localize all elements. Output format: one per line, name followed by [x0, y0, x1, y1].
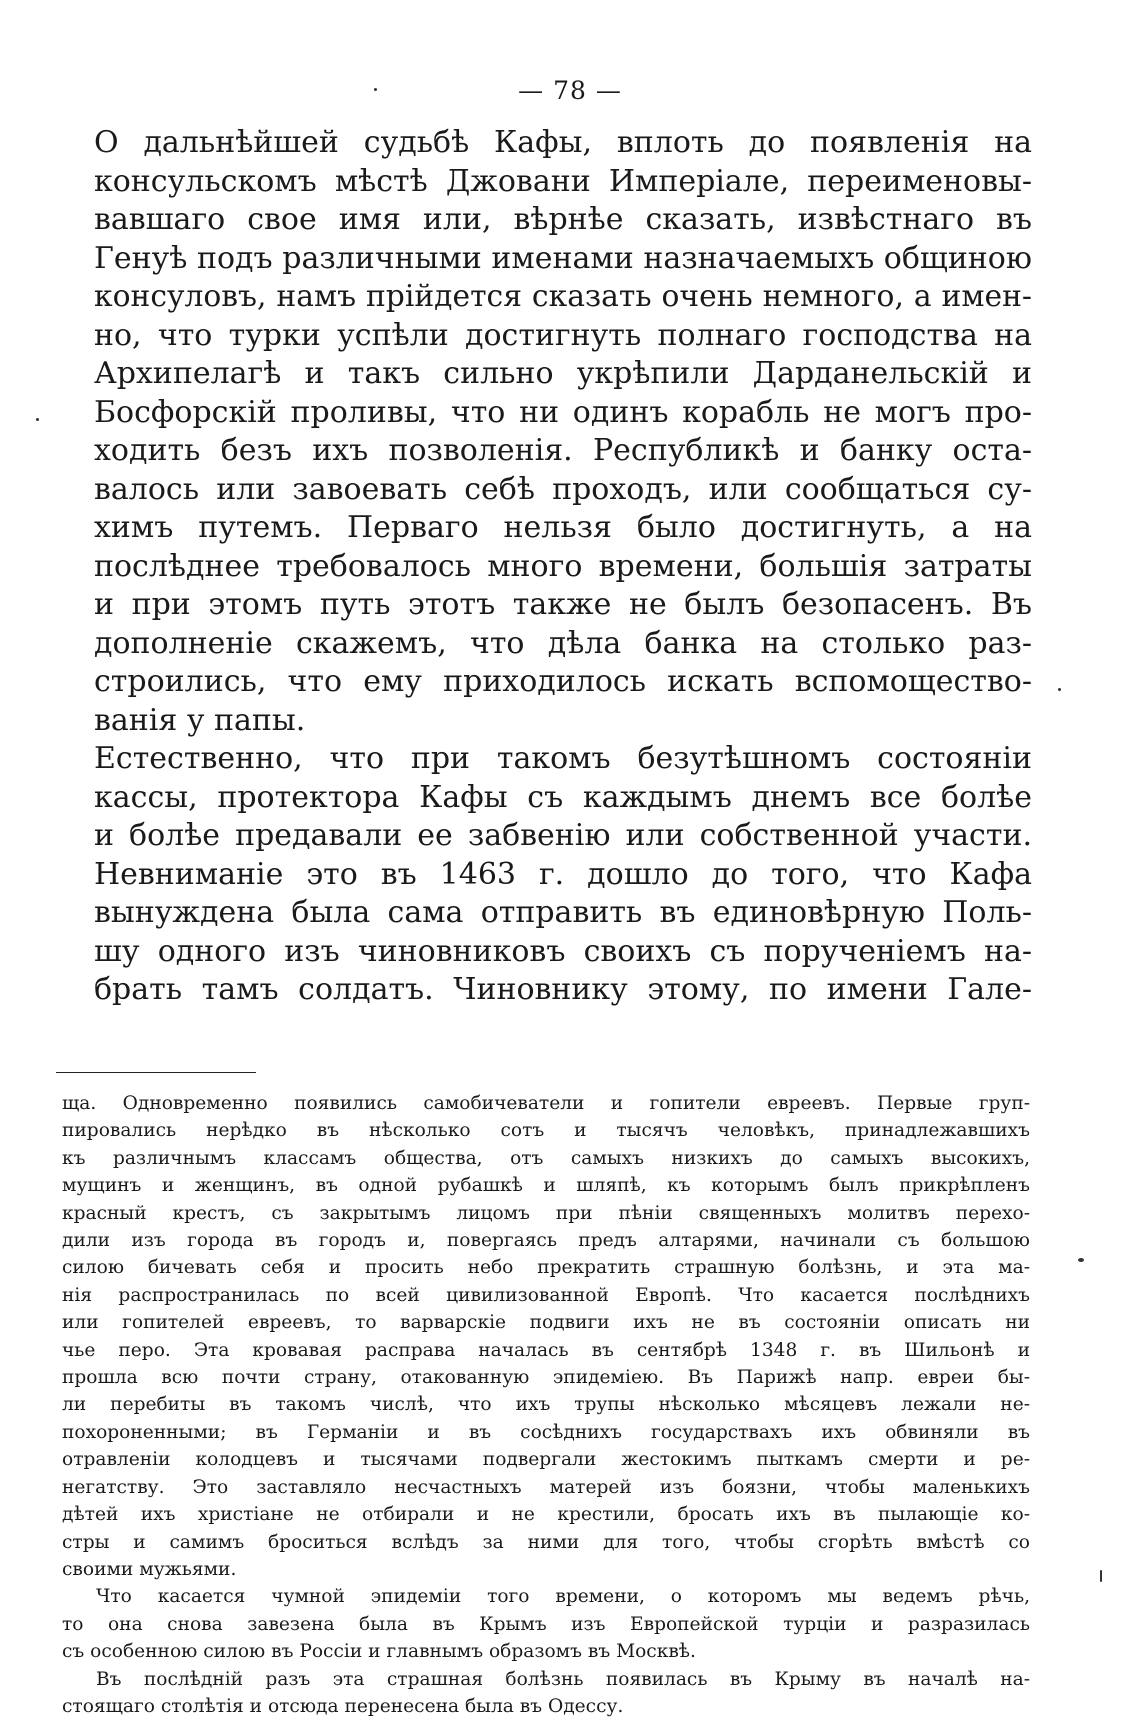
- text-line: и при этомъ путь этотъ также не былъ безопасенъ. Въ: [94, 587, 1032, 622]
- scan-speck: [374, 88, 377, 91]
- footnote-line: стры и самимъ броситься вслѣдъ за ними для того, чтобы сгорѣть вмѣстѣ со: [62, 1531, 1030, 1553]
- footnote-line: похороненными; въ Германіи и въ сосѣднихъ государствахъ ихъ обвиняли въ: [62, 1421, 1030, 1443]
- footnote-line: дѣтей ихъ христіане не отбирали и не крестили, бросать ихъ въ пылающіе ко-: [62, 1504, 1030, 1526]
- footnote-line: силою бичевать себя и просить небо прекратить страшную болѣзнь, и эта ма-: [62, 1257, 1030, 1279]
- footnote-line: стоящаго столѣтія и отсюда перенесена была въ Одессу.: [62, 1695, 624, 1717]
- footnote-line: дили изъ города въ городъ и, повергаясь предъ алтарями, начинали съ большою: [62, 1230, 1030, 1252]
- text-line: Генуѣ подъ различными именами назначаемыхъ общиною: [94, 240, 1032, 276]
- footnote-line: ли перебиты въ такомъ числѣ, что ихъ трупы нѣсколько мѣсяцевъ лежали не-: [62, 1394, 1030, 1416]
- text-line: вавшаго свое имя или, вѣрнѣе сказать, извѣстнаго въ: [94, 202, 1032, 237]
- footnote-line: красный крестъ, съ закрытымъ лицомъ при пѣніи священныхъ молитвъ перехо-: [62, 1202, 1030, 1224]
- footnote: [62, 1583, 1030, 1665]
- text-line: Босфорскій проливы, что ни одинъ корабль не могъ про-: [94, 394, 1032, 430]
- footnote-line: съ особенною силою въ Россіи и главнымъ образомъ въ Москвѣ.: [62, 1641, 696, 1663]
- footnote-line: негатству. Это заставляло несчастныхъ матерей изъ боязни, чтобы маленькихъ: [62, 1476, 1030, 1498]
- text-line: ванія у папы.: [94, 702, 306, 738]
- footnote-line: Въ послѣдній разъ эта страшная болѣзнь появилась въ Крыму въ началѣ на-: [96, 1668, 1030, 1690]
- scan-speck: [1100, 1570, 1102, 1582]
- footnote-line: или гопителей евреевъ, то варварскіе подвиги ихъ не въ состояніи описать ни: [62, 1312, 1030, 1334]
- footnote-line: своими мужьями.: [62, 1558, 237, 1580]
- footnote-line: прошла всю почти страну, отакованную эпидеміею. Въ Парижѣ напр. евреи бы-: [62, 1367, 1030, 1389]
- text-line: брать тамъ солдатъ. Чиновнику этому, по имени Гале-: [94, 972, 1032, 1007]
- footnote-line: Что касается чумной эпидеміи того времени, о которомъ мы ведемъ рѣчь,: [96, 1586, 1030, 1608]
- footnotes: [62, 1090, 1030, 1720]
- text-line: химъ путемъ. Перваго нельзя было достигнуть, а на: [94, 510, 1032, 545]
- text-line: но, что турки успѣли достигнуть полнаго господства на: [94, 317, 1032, 353]
- footnote-line: пировались нерѣдко въ нѣсколько сотъ и тысячъ человѣкъ, принадлежавшихъ: [62, 1120, 1030, 1142]
- footnote-separator: [56, 1072, 256, 1073]
- text-line: ходить безъ ихъ позволенія. Республикѣ и банку оста-: [94, 433, 1032, 468]
- footnote-line: нія распространилась по всей цивилизованной Европѣ. Что касается послѣднихъ: [62, 1284, 1030, 1306]
- text-line: шу одного изъ чиновниковъ своихъ съ порученіемъ на-: [94, 933, 1032, 969]
- text-line: О дальнѣйшей судьбѣ Кафы, вплоть до появленія на: [94, 125, 1032, 160]
- text-line: послѣднее требовалось много времени, большія затраты: [94, 548, 1032, 584]
- footnote-line: то она снова завезена была въ Крымъ изъ Европейской турціи и разразилась: [62, 1613, 1030, 1635]
- text-line: Естественно, что при такомъ безутѣшномъ состояніи: [94, 741, 1032, 776]
- text-line: дополненіе скажемъ, что дѣла банка на столько раз-: [94, 625, 1032, 661]
- footnote: [62, 1090, 1030, 1583]
- text-line: и болѣе предавали ее забвенію или собственной участи.: [94, 818, 1032, 853]
- text-line: Архипелагѣ и такъ сильно укрѣпили Дарданельскій и: [94, 356, 1032, 391]
- text-line: консуловъ, намъ прійдется сказать очень немного, а имен-: [94, 279, 1032, 314]
- text-line: консульскомъ мѣстѣ Джовани Имперіале, переименовы-: [94, 163, 1032, 199]
- scan-speck: [1078, 1258, 1084, 1262]
- main-text: [94, 124, 1032, 1010]
- paragraph: [94, 124, 1032, 740]
- text-line: вынуждена была сама отправить въ единовѣрную Поль-: [94, 895, 1032, 930]
- footnote-line: чье перо. Эта кровавая расправа началась въ сентябрѣ 1348 г. въ Шильонѣ и: [62, 1339, 1030, 1361]
- paragraph: [94, 740, 1032, 1010]
- page-number: — 78 —: [518, 76, 622, 105]
- footnote: [62, 1666, 1030, 1721]
- text-line: Невниманіе это въ 1463 г. дошло до того, что Кафа: [94, 856, 1032, 892]
- footnote-line: мущинъ и женщинъ, въ одной рубашкѣ и шляпѣ, къ которымъ былъ прикрѣпленъ: [62, 1175, 1030, 1197]
- text-line: кассы, протектора Кафы съ каждымъ днемъ все болѣе: [94, 779, 1032, 815]
- text-line: валось или завоевать себѣ проходъ, или сообщаться су-: [94, 471, 1032, 507]
- footnote-line: ща. Одновременно появились самобичеватели и гопители евреевъ. Первые груп-: [62, 1093, 1030, 1114]
- scan-speck: [1058, 688, 1061, 691]
- scan-speck: [36, 418, 39, 421]
- text-line: строились, что ему приходилось искать вспомоществo-: [94, 664, 1032, 699]
- footnote-line: отравленіи колодцевъ и тысячами подвергали жестокимъ пыткамъ смерти и ре-: [62, 1449, 1030, 1471]
- footnote-line: къ различнымъ классамъ общества, отъ самыхъ низкихъ до самыхъ высокихъ,: [62, 1147, 1030, 1169]
